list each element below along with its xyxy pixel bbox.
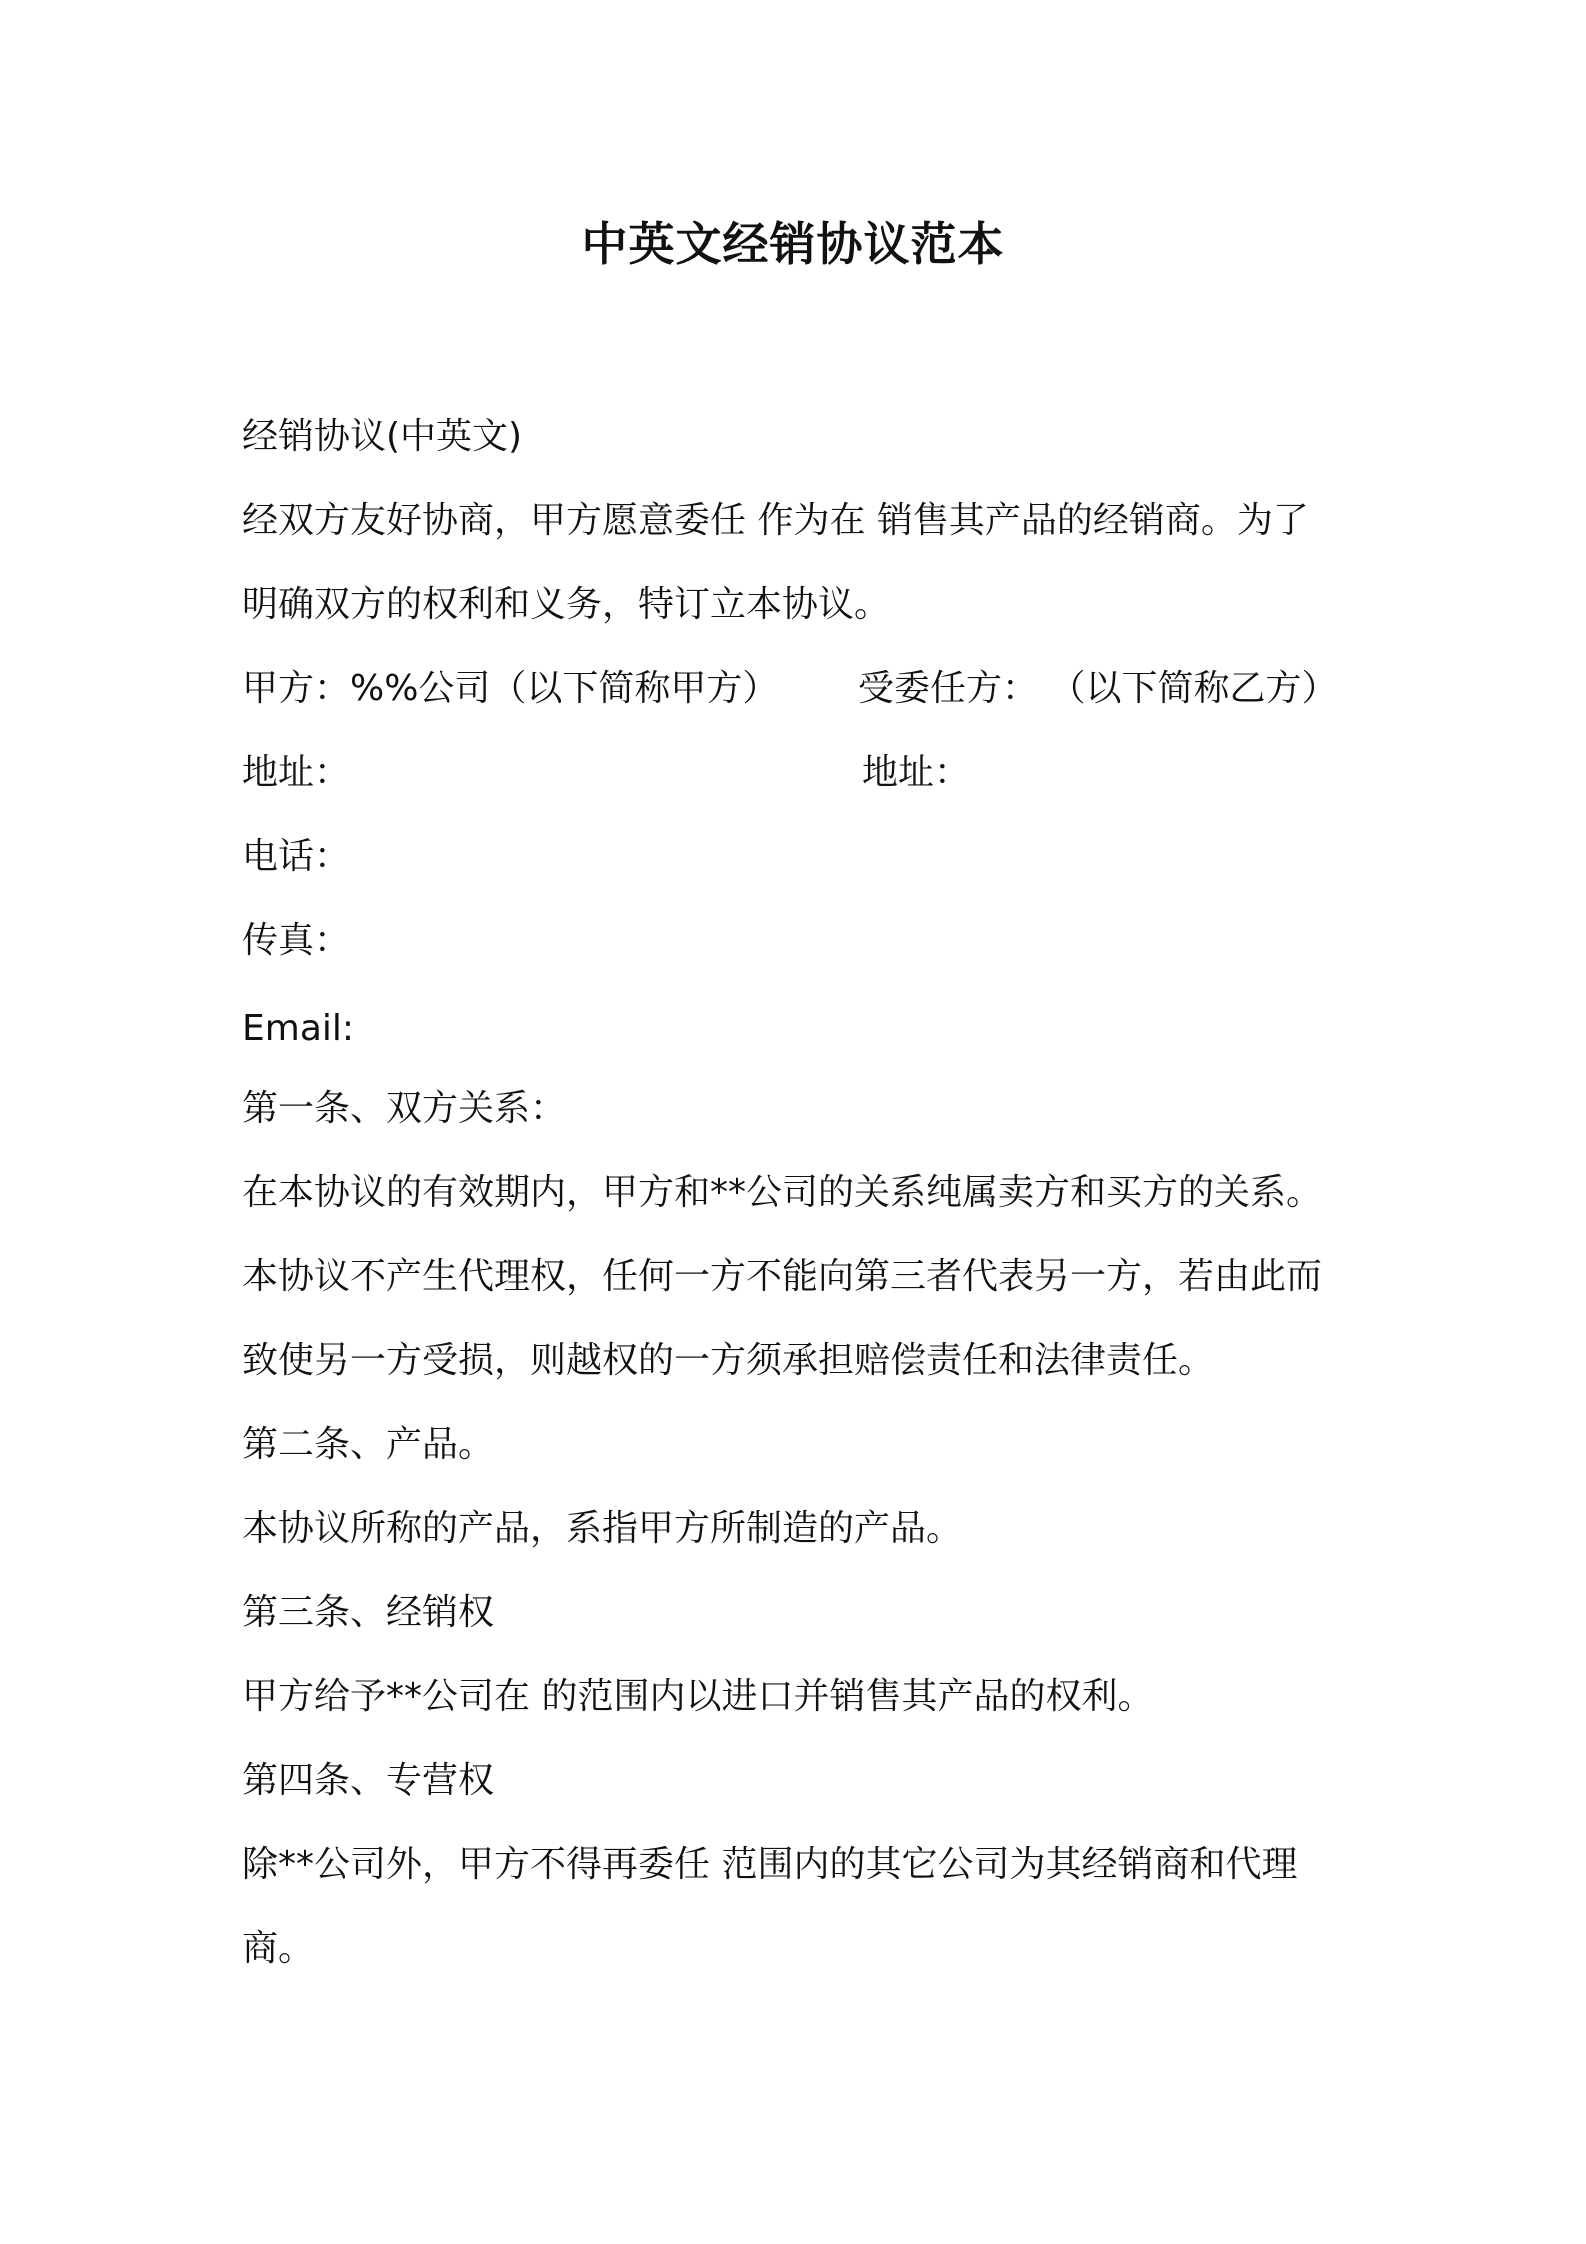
document-title: 中英文经销协议范本 — [581, 217, 1005, 271]
intro-paragraph-line-1: 经双方友好协商，甲方愿意委任 作为在 销售其产品的经销商。为了 — [242, 500, 1309, 541]
party-a-name: 甲方：%%公司（以下简称甲方） — [242, 668, 779, 709]
party-a-address-label: 地址： — [242, 752, 351, 793]
article-3-heading: 第三条、经销权 — [242, 1592, 495, 1633]
article-1-line-1: 在本协议的有效期内，甲方和**公司的关系纯属卖方和买方的关系。 — [242, 1172, 1323, 1213]
article-1-heading: 第一条、双方关系： — [242, 1088, 567, 1129]
article-1-line-2: 本协议不产生代理权，任何一方不能向第三者代表另一方，若由此而 — [242, 1256, 1323, 1297]
article-4-line-2: 商。 — [242, 1928, 315, 1969]
article-4-heading: 第四条、专营权 — [242, 1760, 495, 1801]
fax-label: 传真： — [242, 920, 351, 961]
phone-label: 电话： — [242, 836, 351, 877]
email-label: Email: — [242, 1008, 355, 1049]
party-b-address-label: 地址： — [862, 752, 971, 793]
article-2-line-1: 本协议所称的产品，系指甲方所制造的产品。 — [242, 1508, 963, 1549]
article-3-line-1: 甲方给予**公司在 的范围内以进口并销售其产品的权利。 — [242, 1676, 1154, 1717]
article-1-line-3: 致使另一方受损，则越权的一方须承担赔偿责任和法律责任。 — [242, 1340, 1215, 1381]
document-subtitle: 经销协议(中英文) — [242, 416, 523, 457]
intro-paragraph-line-2: 明确双方的权利和义务，特订立本协议。 — [242, 584, 891, 625]
article-4-line-1: 除**公司外，甲方不得再委任 范围内的其它公司为其经销商和代理 — [242, 1844, 1298, 1885]
article-2-heading: 第二条、产品。 — [242, 1424, 495, 1465]
party-b-name: 受委任方： （以下简称乙方） — [858, 668, 1338, 709]
